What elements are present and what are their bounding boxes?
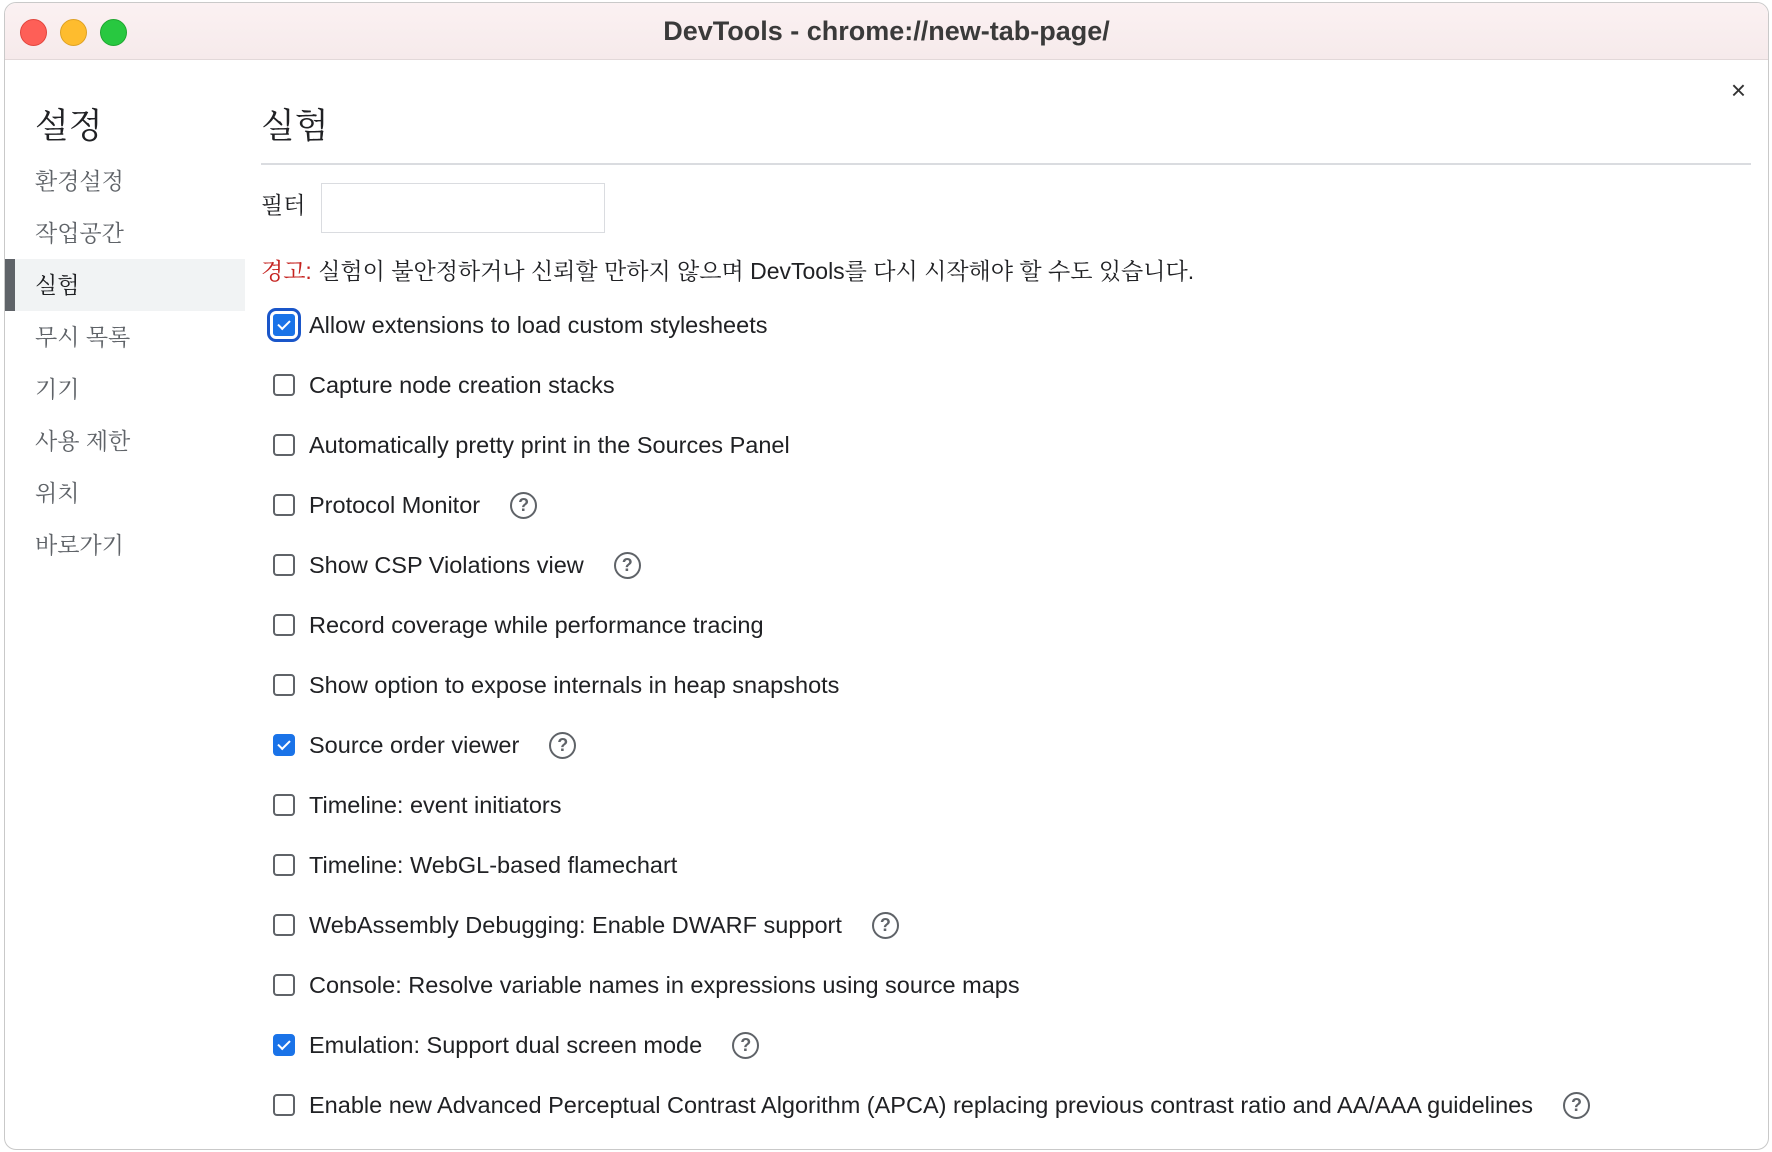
warning-text: 실험이 불안정하거나 신뢰할 만하지 않으며 DevTools를 다시 시작해야 할 수도 있습니다. [311, 258, 1195, 284]
help-icon[interactable]: ? [614, 552, 641, 579]
experiment-checkbox[interactable] [273, 374, 295, 396]
experiment-checkbox[interactable] [273, 674, 295, 696]
experiment-label[interactable]: Console: Resolve variable names in expressions using source maps [309, 971, 1020, 998]
title-divider [261, 163, 1751, 165]
experiment-label[interactable]: Automatically pretty print in the Sources Panel [309, 431, 790, 458]
help-icon[interactable]: ? [1563, 1092, 1590, 1119]
sidebar-item[interactable]: 작업공간 [35, 220, 124, 246]
experiment-label[interactable]: Emulation: Support dual screen mode [309, 1031, 703, 1058]
experiment-row [261, 355, 1590, 415]
experiment-checkbox[interactable] [273, 434, 295, 456]
experiment-checkbox[interactable] [273, 854, 295, 876]
help-icon[interactable]: ? [510, 492, 537, 519]
experiment-checkbox[interactable] [273, 974, 295, 996]
help-icon[interactable]: ? [732, 1032, 759, 1059]
experiment-label[interactable]: Show option to expose internals in heap snapshots [309, 671, 840, 698]
filter-input[interactable] [321, 183, 605, 233]
experiment-checkbox[interactable] [273, 914, 295, 936]
experiment-label[interactable]: WebAssembly Debugging: Enable DWARF support [309, 911, 842, 938]
experiment-row [261, 955, 1590, 1015]
experiment-label[interactable]: Allow extensions to load custom stylesheets [309, 311, 768, 338]
experiment-checkbox[interactable] [273, 1034, 295, 1056]
experiment-row [261, 1075, 1590, 1135]
experiment-row [261, 895, 1590, 955]
page-title: 실험 [261, 107, 329, 146]
sidebar-item[interactable]: 바로가기 [35, 532, 124, 558]
experiment-label[interactable]: Timeline: WebGL-based flamechart [309, 851, 678, 878]
warning-label: 경고: [261, 258, 312, 284]
experiment-label[interactable]: Record coverage while performance tracing [309, 611, 764, 638]
experiments-warning [261, 253, 1194, 286]
experiment-row [261, 655, 1590, 715]
sidebar-item[interactable]: 사용 제한 [35, 428, 131, 454]
title-bar [5, 3, 1768, 60]
sidebar-item[interactable]: 실험 [5, 259, 245, 311]
close-settings-icon[interactable]: × [1730, 75, 1746, 105]
help-icon[interactable]: ? [872, 912, 899, 939]
experiment-row [261, 295, 1590, 355]
experiment-row [261, 775, 1590, 835]
experiment-checkbox[interactable] [273, 314, 295, 336]
settings-title: 설정 [35, 107, 103, 146]
experiment-checkbox[interactable] [273, 794, 295, 816]
experiment-checkbox[interactable] [273, 1094, 295, 1116]
experiment-row [261, 835, 1590, 895]
settings-sidebar [5, 155, 245, 571]
experiment-label[interactable]: Protocol Monitor [309, 491, 481, 518]
devtools-window [4, 2, 1769, 1150]
experiment-row [261, 715, 1590, 775]
experiment-label[interactable]: Enable new Advanced Perceptual Contrast Algorithm (APCA) replacing previous contrast ratio and AA/AAA guidelines [309, 1091, 1533, 1118]
experiment-label[interactable]: Capture node creation stacks [309, 371, 615, 398]
experiment-row [261, 415, 1590, 475]
help-icon[interactable]: ? [549, 732, 576, 759]
sidebar-item[interactable]: 기기 [35, 376, 80, 402]
sidebar-item[interactable]: 환경설정 [35, 168, 124, 194]
filter-label: 필터 [261, 192, 306, 218]
experiment-row [261, 595, 1590, 655]
experiment-label[interactable]: Show CSP Violations view [309, 551, 584, 578]
experiment-checkbox[interactable] [273, 494, 295, 516]
window-title: DevTools - chrome://new-tab-page/ [663, 16, 1110, 46]
sidebar-item[interactable]: 위치 [35, 480, 80, 506]
experiment-row [261, 535, 1590, 595]
experiment-label[interactable]: Source order viewer [309, 731, 520, 758]
experiment-checkbox[interactable] [273, 554, 295, 576]
experiment-checkbox[interactable] [273, 734, 295, 756]
experiment-row [261, 475, 1590, 535]
experiment-label[interactable]: Timeline: event initiators [309, 791, 562, 818]
experiment-row [261, 1015, 1590, 1075]
sidebar-item[interactable]: 무시 목록 [35, 324, 131, 350]
experiment-checkbox[interactable] [273, 614, 295, 636]
experiments-list [261, 295, 1590, 1135]
